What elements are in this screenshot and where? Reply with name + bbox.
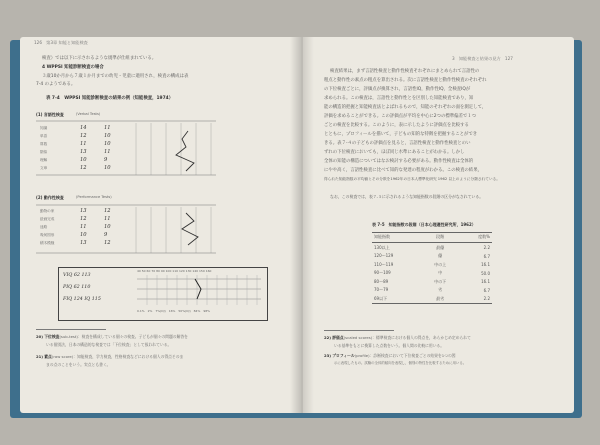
right-paragraph-line-9: きる。表７-４の子どもの評価点を見ると，言語性検査と動作性検査とのい (324, 141, 471, 146)
performance-item-4: 幾何図形 (40, 233, 55, 237)
iq-level-table (372, 232, 492, 304)
cell-level: 劣 (438, 287, 443, 293)
cell-iq: 90～109 (374, 270, 391, 276)
performance-item-5: 積木模様 (40, 241, 55, 245)
piq-row: PIQ 62 110 (63, 285, 91, 290)
verbal-item-1: 知識 (40, 126, 48, 130)
left-page (20, 37, 302, 413)
cell-level: 中 (438, 270, 443, 276)
verbal-item-3: 算数 (40, 142, 48, 146)
verbal-section-label: (1) 言語性検査 (36, 112, 64, 117)
table-caption-7-5: 表 7-5 知能指数の段階（日本心理適性研究所，1962） (372, 222, 476, 227)
performance-raw-3: 11 (80, 224, 87, 230)
verbal-section-note: (Verbal Tests) (76, 112, 101, 116)
right-paragraph-line-12: にやや高く，言語性検査に比べて知的な発達の程度がわかる。この検査の結果， (324, 168, 482, 173)
verbal-item-4: 類似 (40, 150, 48, 154)
footnote-20: 20) 下位検査(sub-test)：検査を構成している個々の検査。子どもが個々の問題の解答を (36, 334, 188, 339)
verbal-scaled-5: 9 (104, 157, 108, 163)
table-row (372, 295, 492, 304)
right-paragraph-line-5: 能の構造的把握と知能検査法とよばれるもので，知能のそれぞれの面を測定して， (324, 105, 487, 110)
verbal-item-5: 理解 (40, 158, 48, 162)
cell-percent: 16.1 (481, 279, 490, 285)
verbal-raw-4: 13 (80, 149, 87, 155)
performance-scaled-1: 12 (104, 208, 111, 214)
table-row (372, 261, 492, 270)
iq-scale-grid (137, 275, 263, 307)
cell-percent: 6.7 (483, 253, 490, 259)
footnote-22: 22) 評価点(scaled scores)：標準検査における個人の得点を，あらかじめ定められて (324, 335, 471, 340)
right-paragraph-line-2: 粗点と動作性の素点の粗点を算出される。次に言語性検査と動作性検査のそれぞれ (324, 78, 487, 83)
fiq-row: FIQ 124 IQ 115 (63, 297, 101, 302)
table-row (372, 286, 492, 295)
cell-iq: 110～119 (374, 261, 394, 267)
verbal-raw-2: 12 (80, 133, 87, 139)
cell-level: 最優 (436, 244, 445, 250)
verbal-raw-6: 12 (80, 165, 87, 171)
verbal-scaled-6: 10 (104, 165, 111, 171)
intro-line: 検査）では以下に示されるような規準が仕組まれている。 (42, 56, 157, 61)
footnote-20-cont: いる個別法，日本の構造的な検査では「下位検査」として扱われている。 (46, 342, 172, 347)
footnote-rule-left (36, 329, 106, 330)
table-row (372, 242, 492, 252)
right-paragraph-line-3: の下位検査ごとに，評価点が換算され，言語性IQ，動作性IQ，全検査IQが (324, 87, 471, 92)
cell-percent: 50.0 (481, 270, 490, 276)
verbal-item-2: 単語 (40, 134, 48, 138)
cell-level: 中の上 (434, 261, 447, 267)
table-row (372, 252, 492, 261)
col-header-iq: 知能指数 (372, 233, 423, 242)
cell-iq: 80～89 (374, 278, 389, 284)
performance-scaled-4: 9 (104, 232, 108, 238)
right-paragraph-line-10: ずれの下位検査においても，ほぼ同じ水準にあることがわかる。しかし (324, 150, 465, 155)
performance-raw-4: 10 (80, 232, 87, 238)
subsection-title: 4 WPPSI 知能診断検査の場合 (42, 65, 104, 70)
right-paragraph-line-13: 得られた知能指数の平均値とその分散を1962年の日本人標準化研究 1962 以上のように分類されている。 (324, 177, 500, 181)
cell-iq: 120～129 (374, 253, 394, 259)
book-gutter-shadow (290, 37, 314, 413)
right-paragraph-line-11: 全体の知能の構造についてはなお検討する必要がある。動作性検査は全体的 (324, 159, 474, 164)
table-row (372, 269, 492, 278)
iq-summary-box (58, 267, 268, 321)
verbal-scaled-3: 10 (104, 141, 111, 147)
right-paragraph-line-6: 評価を求めることができる。この評価点が平均を中心に2つの標準偏差で１つ (324, 114, 477, 119)
viq-row: VIQ 62 113 (63, 273, 91, 278)
footnote-rule-right (324, 330, 394, 331)
footnote-23-cont: 示に表現したもの。試験の全体的傾向を表現し，個別の特性を比較するために用いる。 (334, 361, 467, 365)
right-paragraph-line-1: 検査結果は，まず言語性検査と動作性検査それぞれにまとめられて言語性の (330, 69, 480, 74)
running-head-right: 3 知能検査と結果の見方 127 (452, 56, 513, 61)
performance-section-label: (2) 動作性検査 (36, 195, 64, 200)
performance-profile-line (182, 213, 198, 245)
performance-raw-2: 12 (80, 216, 87, 222)
performance-raw-5: 13 (80, 240, 87, 246)
verbal-scaled-2: 10 (104, 133, 111, 139)
performance-item-3: 迷路 (40, 225, 48, 229)
col-header-level: 段階 (423, 233, 458, 242)
performance-item-1: 動物の家 (40, 209, 55, 213)
cell-iq: 70～79 (374, 287, 389, 293)
figure-caption-7-4: 表 7-4 WPPSI 知能診断検査の結果の例（知能検査，1974） (46, 96, 174, 101)
cell-level: 優 (438, 253, 443, 259)
right-paragraph-line-8: とともに，プロフィールを描いて，子どもの知的な特徴を把握することができ (324, 132, 478, 137)
performance-scaled-3: 10 (104, 224, 111, 230)
paragraph-line-1: ３歳10か月から７歳１か月までの幼児・児童に適用され，検査の構成は表 (42, 74, 189, 79)
verbal-item-6: 文章 (40, 166, 48, 170)
right-paragraph-2: なお，この検査では，表７-５に示されるような知能指数の段階の区分がなされている。 (330, 194, 484, 199)
footnote-23: 23) プロフィール(profile)：診断検査において下位検査ごとの結果を1つの図 (324, 353, 456, 358)
performance-profile-chart (36, 201, 226, 257)
cell-level: 最劣 (436, 295, 445, 301)
verbal-profile-chart (36, 117, 226, 177)
verbal-scaled-1: 11 (104, 125, 111, 131)
verbal-raw-3: 11 (80, 141, 87, 147)
performance-item-2: 絵画完成 (40, 217, 55, 221)
table-row (372, 278, 492, 287)
footnote-22-cont: いる基準をもとに換算した点数をいう。個人間の比較に用いる。 (334, 343, 445, 348)
cell-percent: 2.2 (483, 296, 490, 302)
running-head-left: 126 第3章 知能と知能検査 (34, 40, 88, 45)
paragraph-line-2: 7-4 のようである。 (36, 82, 76, 87)
verbal-scaled-4: 11 (104, 149, 111, 155)
cell-percent: 2.2 (483, 245, 490, 251)
cell-percent: 16.1 (481, 262, 490, 268)
cell-iq: 130以上 (374, 244, 390, 250)
footnote-21-cont: まの点のことをいう。実点とも書く。 (46, 362, 111, 367)
col-header-percent: 度数% (458, 233, 492, 242)
iq-scale-bottom: 0.1% 2% 7%(IQ) 16% 50%(IQ) 84% 98% (137, 309, 210, 313)
performance-raw-1: 13 (80, 208, 87, 214)
right-paragraph-line-7: ごとの検査を比較する。このように，表に示したように評価点を比較する (324, 123, 469, 128)
performance-section-note: (Performance Tests) (76, 195, 112, 199)
verbal-raw-5: 10 (80, 157, 87, 163)
verbal-raw-1: 14 (80, 125, 87, 131)
right-paragraph-line-4: 求められる。この検査は，言語性と動作性とを区別した知能検査であり，知 (324, 96, 474, 101)
cell-level: 中の下 (434, 278, 447, 284)
footnote-21: 21) 素点(raw score)：知能検査，学力検査，性格検査などにおける個人の得点そのま (36, 354, 184, 359)
performance-scaled-5: 12 (104, 240, 111, 246)
verbal-profile-line (176, 131, 194, 171)
iq-scale-top: 40 50 60 70 80 90 100 110 120 130 140 150 160 (137, 269, 212, 273)
right-page (302, 37, 574, 413)
performance-scaled-2: 11 (104, 216, 111, 222)
cell-percent: 6.7 (483, 287, 490, 293)
cell-iq: 69以下 (374, 295, 388, 301)
